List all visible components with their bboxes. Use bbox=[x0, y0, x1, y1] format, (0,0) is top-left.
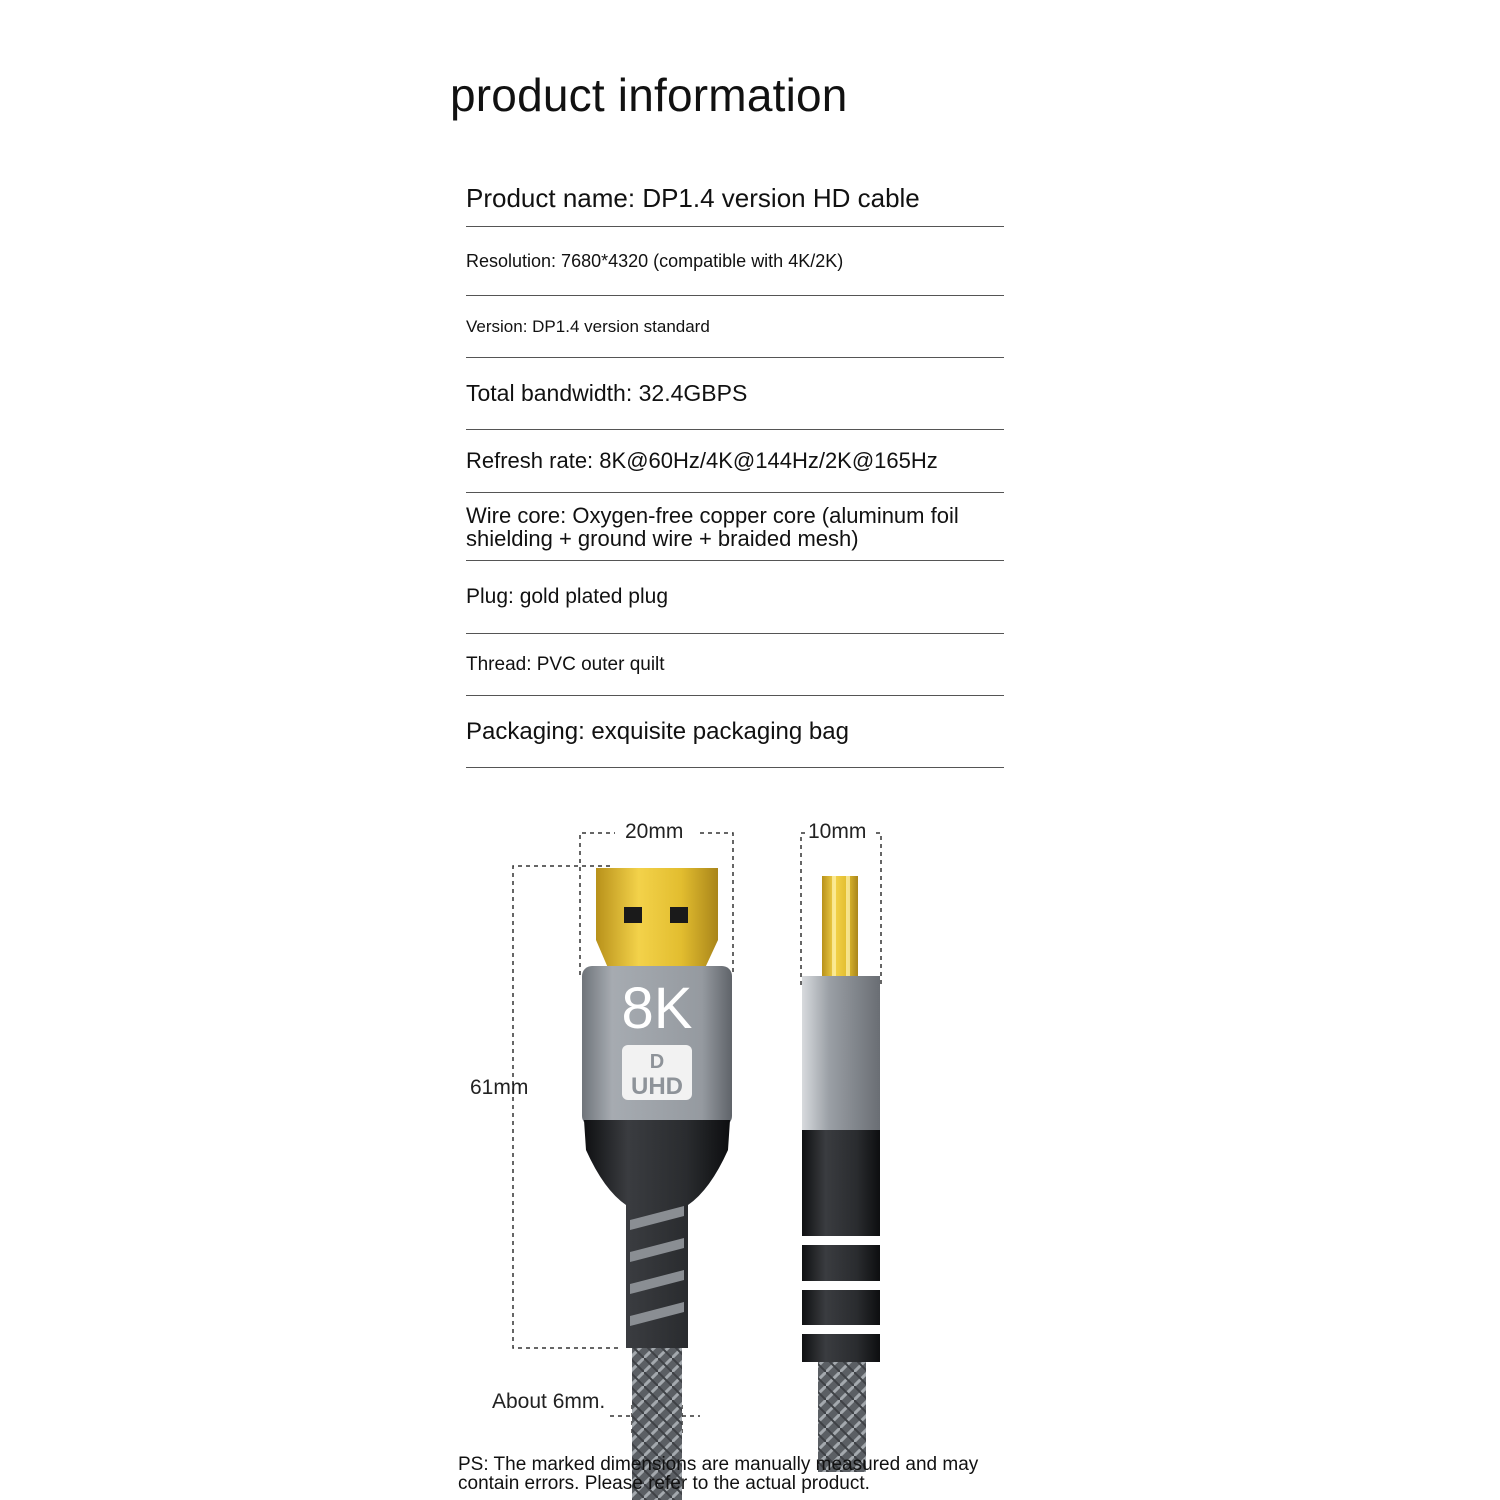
connector-side-view bbox=[802, 876, 880, 1472]
thickness-dimension-label: 10mm bbox=[808, 820, 867, 843]
spec-text: Thread: PVC outer quilt bbox=[466, 653, 665, 675]
spec-text: Resolution: 7680*4320 (compatible with 4K/2K) bbox=[466, 250, 844, 271]
spec-text: Version: DP1.4 version standard bbox=[466, 316, 710, 336]
dp-logo-mark: D bbox=[649, 1051, 665, 1073]
plug-hole-right bbox=[670, 907, 688, 923]
spec-text: Wire core: Oxygen-free copper core (aluminum foil shielding + ground wire + braided mesh) bbox=[466, 502, 959, 551]
spec-text: Plug: gold plated plug bbox=[466, 585, 668, 608]
cable-dimension-label: About 6mm. bbox=[492, 1390, 606, 1413]
plug-hole-left bbox=[624, 907, 642, 923]
measurement-note: PS: The marked dimensions are manually measured and may contain errors. Please refer to the actual product. bbox=[458, 1454, 979, 1494]
length-dimension-label: 61mm bbox=[470, 1076, 529, 1099]
side-gold-plug bbox=[822, 876, 858, 976]
side-aluminum-shell bbox=[802, 976, 880, 1132]
gold-plug bbox=[596, 868, 718, 968]
spec-text: Refresh rate: 8K@60Hz/4K@144Hz/2K@165Hz bbox=[466, 448, 938, 473]
spec-text: Packaging: exquisite packaging bag bbox=[466, 717, 849, 745]
page-title: product information bbox=[450, 69, 848, 121]
spec-text: Total bandwidth: 32.4GBPS bbox=[466, 380, 748, 406]
uhd-text: UHD bbox=[631, 1073, 683, 1100]
resolution-badge-text: 8K bbox=[621, 976, 693, 1041]
width-dimension-label: 20mm bbox=[625, 820, 684, 843]
spec-text: Product name: DP1.4 version HD cable bbox=[466, 182, 920, 213]
